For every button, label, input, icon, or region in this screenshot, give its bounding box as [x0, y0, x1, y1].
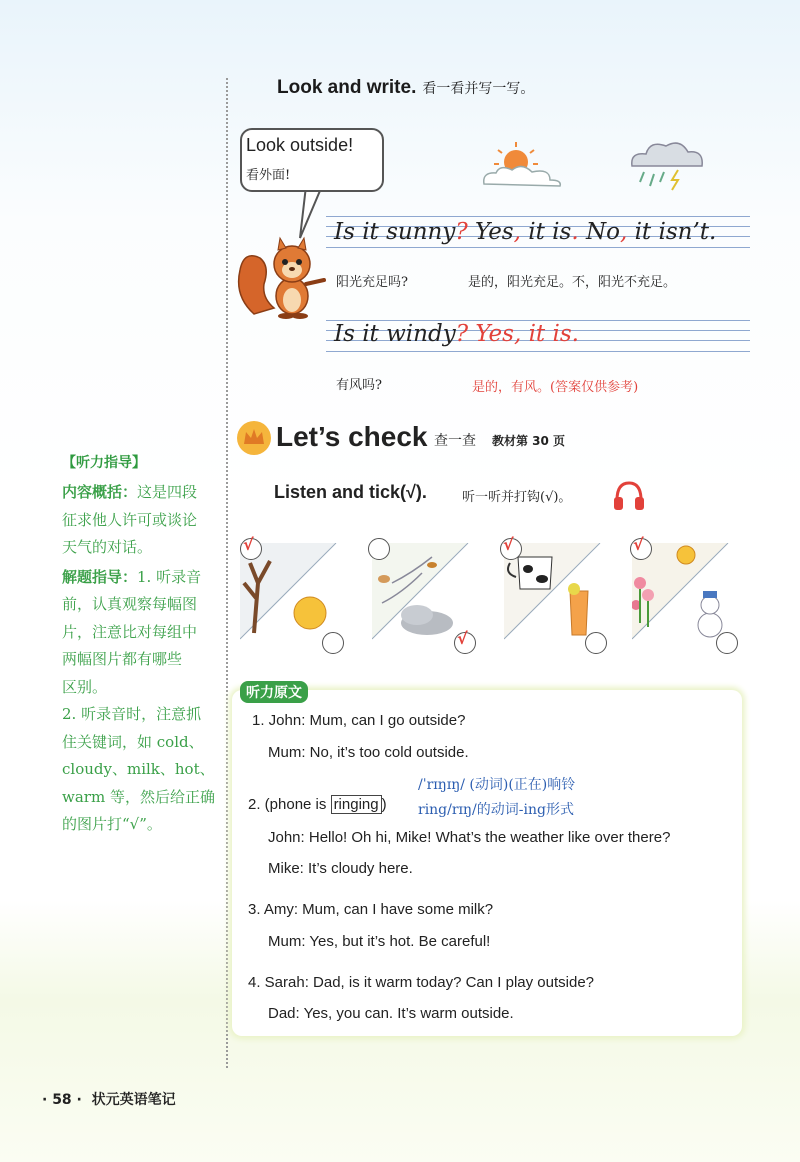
- look-write-title-cn: 看一看并写一写。: [422, 81, 535, 97]
- tick-mark: √: [503, 535, 514, 554]
- answer-circle-3a[interactable]: [500, 535, 522, 560]
- rain-cloud-icon: [628, 136, 708, 192]
- bubble-text-cn: 看外面!: [246, 168, 291, 183]
- answer-circle-1a[interactable]: [240, 535, 262, 560]
- tick-mark: √: [633, 535, 644, 554]
- transcript-line: Dad: Yes, you can. It’s warm outside.: [268, 1005, 514, 1022]
- content-label: 内容概括：: [62, 483, 138, 501]
- phonetic-note-2: ring/rɪŋ/的动词-ing形式: [418, 802, 574, 818]
- crown-badge-icon: [236, 420, 272, 456]
- answer-no-rest: it isn’t.: [634, 219, 717, 245]
- qmark-1: ?: [455, 219, 468, 245]
- answer-1-cn: 是的，阳光充足。不，阳光不充足。: [468, 275, 677, 290]
- textbook-page-ref: 教材第 30 页: [492, 434, 566, 448]
- answer-line-1: [334, 219, 716, 245]
- tick-mark: √: [243, 535, 254, 554]
- comma: ,: [619, 219, 628, 245]
- answer-circle-2a[interactable]: [368, 538, 390, 560]
- answer-circle-2b[interactable]: [454, 629, 476, 654]
- period: .: [571, 219, 579, 245]
- answer-yes-rest: it is: [528, 219, 572, 245]
- transcript-line: 4. Sarah: Dad, is it warm today? Can I play outside?: [248, 974, 595, 991]
- transcript-line: 1. John: Mum, can I go outside?: [252, 712, 466, 729]
- answer-line-2: [334, 321, 579, 347]
- tips-line: 住关键词，如 cold、: [62, 732, 204, 751]
- content-line: 征求他人许可或谈论: [62, 510, 198, 529]
- tips-line: 2. 听录音时，注意抓: [62, 705, 202, 723]
- transcript-tag: 听力原文: [240, 681, 308, 703]
- page-footer: [42, 1089, 176, 1109]
- answer-2-cn: 是的，有风。(答案仅供参考): [472, 380, 639, 395]
- book-title: 状元英语笔记: [91, 1092, 176, 1108]
- lets-check-cn: 查一查: [434, 433, 476, 449]
- answer-no: No: [585, 219, 620, 245]
- listen-tick-cn: 听一听并打钩(√)。: [462, 490, 572, 505]
- transcript-line: John: Hello! Oh hi, Mike! What’s the weather like over there?: [268, 829, 671, 846]
- answer-circle-4b[interactable]: [716, 632, 738, 654]
- answer-yes: Yes: [475, 219, 514, 245]
- answer-circle-1b[interactable]: [322, 632, 344, 654]
- sidebar-title: 【听力指导】: [62, 455, 146, 471]
- listen-tick-title: Listen and tick(√).: [274, 482, 427, 502]
- tips-line: 1. 听录音: [137, 567, 202, 586]
- tips-line: cloudy、milk、hot、: [62, 760, 215, 778]
- lets-check-title: Let’s check: [276, 421, 428, 452]
- transcript-line: Mike: It’s cloudy here.: [268, 860, 413, 877]
- tips-line: warm 等，然后给正确: [62, 787, 215, 806]
- transcript-line-2: [248, 796, 387, 813]
- look-write-title-en: Look and write.: [277, 77, 417, 98]
- sidebar-content: [62, 479, 222, 839]
- question-1: Is it sunny: [334, 219, 456, 245]
- squirrel-icon: [234, 236, 328, 320]
- answer-circle-4a[interactable]: [630, 535, 652, 560]
- tips-line: 的图片打“√”。: [62, 815, 162, 833]
- transcript-line: 3. Amy: Mum, can I have some milk?: [248, 901, 494, 918]
- content-line: 这是四段: [137, 483, 198, 501]
- picture-windy-cloudy: [372, 543, 472, 641]
- line-2-suffix: ): [381, 796, 387, 813]
- bubble-text-en: Look outside!: [246, 135, 354, 155]
- tips-line: 区别。: [62, 677, 108, 696]
- answer-circle-3b[interactable]: [585, 632, 607, 654]
- picture-milk-drink: [504, 543, 604, 641]
- line-2-prefix: 2. (phone is: [248, 796, 331, 813]
- phonetic-note-1: /ˈrɪŋɪŋ/ (动词)(正在)响铃: [418, 777, 576, 793]
- content-line: 天气的对话。: [62, 538, 153, 556]
- sunny-cloud-icon: [478, 140, 568, 190]
- comma: ,: [513, 219, 521, 245]
- transcript-line: Mum: No, it’s too cold outside.: [268, 744, 469, 761]
- tick-mark: √: [457, 629, 468, 648]
- question-1-cn: 阳光充足吗?: [336, 275, 408, 290]
- question-2-cn: 有风吗?: [336, 378, 382, 393]
- question-2: Is it windy: [334, 321, 456, 347]
- tips-label: 解题指导：: [62, 567, 138, 586]
- answer-2: Yes, it is.: [475, 321, 579, 347]
- tips-line: 前，认真观察每幅图: [62, 595, 198, 613]
- qmark-2: ?: [455, 321, 469, 347]
- tips-line: 两幅图片都有哪些: [62, 650, 183, 668]
- look-write-title: [277, 77, 534, 99]
- column-divider: [226, 78, 228, 1068]
- tips-line: 片，注意比对每组中: [62, 622, 198, 641]
- page-number: · 58 ·: [42, 1092, 82, 1108]
- ringing-word: ringing: [331, 795, 382, 814]
- headphones-icon: [612, 480, 646, 512]
- transcript-line: Mum: Yes, but it’s hot. Be careful!: [268, 933, 491, 950]
